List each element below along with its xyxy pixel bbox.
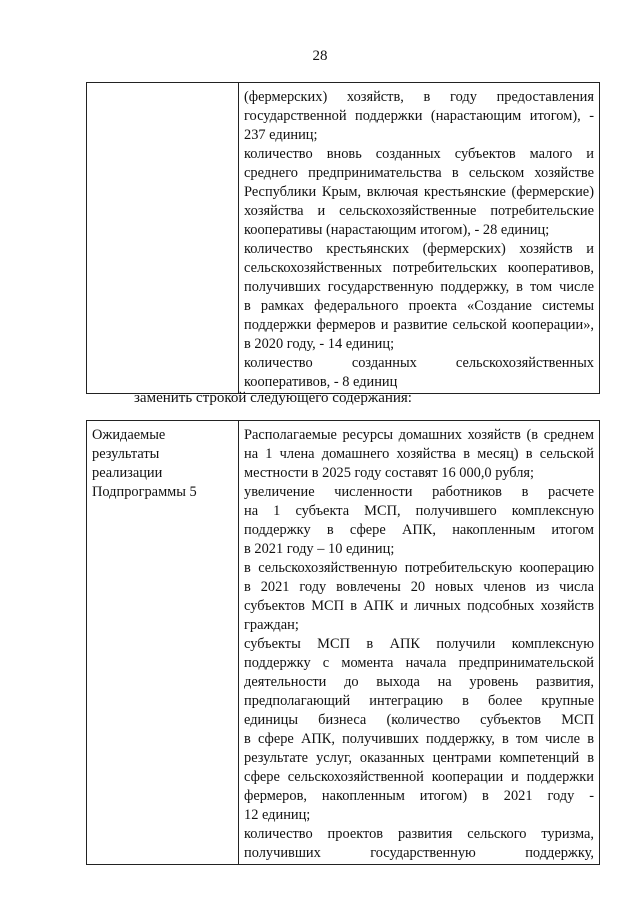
text-line: количество крестьянских (фермерских) хозяйств и xyxy=(244,241,594,257)
text-line: количество проектов развития сельского туризма, xyxy=(244,826,594,842)
empty-label-cell xyxy=(87,83,239,394)
text-line: граждан; xyxy=(244,617,299,633)
text-line: субъекты МСП в АПК получили комплексную xyxy=(244,636,594,652)
text-line: фермеров, накопленным итогом) в 2021 году - xyxy=(244,788,594,804)
text-line: государственной поддержки (нарастающим итогом), - xyxy=(244,108,594,124)
text-line: получивших государственную поддержку, в том числе xyxy=(244,279,594,295)
old-row-table xyxy=(86,82,600,394)
text-line: в рамках федерального проекта «Создание системы xyxy=(244,298,594,314)
text-line: поддержку с момента начала предпринимательской xyxy=(244,655,594,671)
text-line: увеличение численности работников в расчете xyxy=(244,484,594,500)
text-line: сельскохозяйственных потребительских кооперативов, xyxy=(244,260,594,276)
label-line: реализации xyxy=(92,465,163,481)
label-line: результаты xyxy=(92,446,160,462)
text-line: субъектов МСП в АПК и личных подсобных хозяйств xyxy=(244,598,594,614)
text-line: получивших государственную поддержку, xyxy=(244,845,594,861)
text-line: количество вновь созданных субъектов малого и xyxy=(244,146,594,162)
text-line: поддержку в сфере АПК, накопленным итогом xyxy=(244,522,594,538)
text-line: хозяйства и сельскохозяйственные потребительские xyxy=(244,203,594,219)
text-line: среднего предпринимательства в сельском хозяйстве xyxy=(244,165,594,181)
label-line: Подпрограммы 5 xyxy=(92,484,197,500)
page-number: 28 xyxy=(312,48,328,64)
table-row xyxy=(87,83,600,394)
text-line: местности в 2025 году составят 16 000,0 рубля; xyxy=(244,465,534,481)
new-row-text-cell xyxy=(239,421,600,865)
text-line: в сфере АПК, получивших поддержку, в том числе в xyxy=(244,731,594,747)
text-line: поддержки фермеров и развитие сельской кооперации», xyxy=(244,317,594,333)
text-line: предполагающий интеграцию в более крупные xyxy=(244,693,594,709)
text-line: кооперативы (нарастающим итогом), - 28 единиц; xyxy=(244,222,550,238)
text-line: 12 единиц; xyxy=(244,807,311,823)
text-line: в 2021 году – 10 единиц; xyxy=(244,541,395,557)
table-row xyxy=(87,421,600,865)
label-line: Ожидаемые xyxy=(92,427,166,443)
text-line: 237 единиц; xyxy=(244,127,318,143)
text-line: в 2021 году вовлечены 20 новых членов из числа xyxy=(244,579,594,595)
text-line: единицы бизнеса (количество субъектов МСП xyxy=(244,712,594,728)
text-line: в сельскохозяйственную потребительскую кооперацию xyxy=(244,560,594,576)
new-row-table xyxy=(86,420,600,865)
old-row-text-cell xyxy=(239,83,600,394)
text-line: количество созданных сельскохозяйственных xyxy=(244,355,594,371)
text-line: результате услуг, оказанных центрами компетенций в xyxy=(244,750,594,766)
text-line: Республики Крым, включая крестьянские (фермерские) xyxy=(244,184,594,200)
text-line: на 1 члена домашнего хозяйства в месяц) в сельской xyxy=(244,446,594,462)
text-line: сфере сельскохозяйственной кооперации и поддержки xyxy=(244,769,594,785)
text-line: кооперативов, - 8 единиц xyxy=(244,374,398,390)
text-line: Располагаемые ресурсы домашних хозяйств (в среднем xyxy=(244,427,594,443)
label-cell xyxy=(87,421,239,865)
text-line: на 1 субъекта МСП, получившего комплексную xyxy=(244,503,594,519)
text-line: (фермерских) хозяйств, в году предоставления xyxy=(244,89,594,105)
replace-instruction: заменить строкой следующего содержания: xyxy=(134,390,412,406)
text-line: в 2020 году, - 14 единиц; xyxy=(244,336,395,352)
text-line: деятельности до выхода на уровень развития, xyxy=(244,674,594,690)
